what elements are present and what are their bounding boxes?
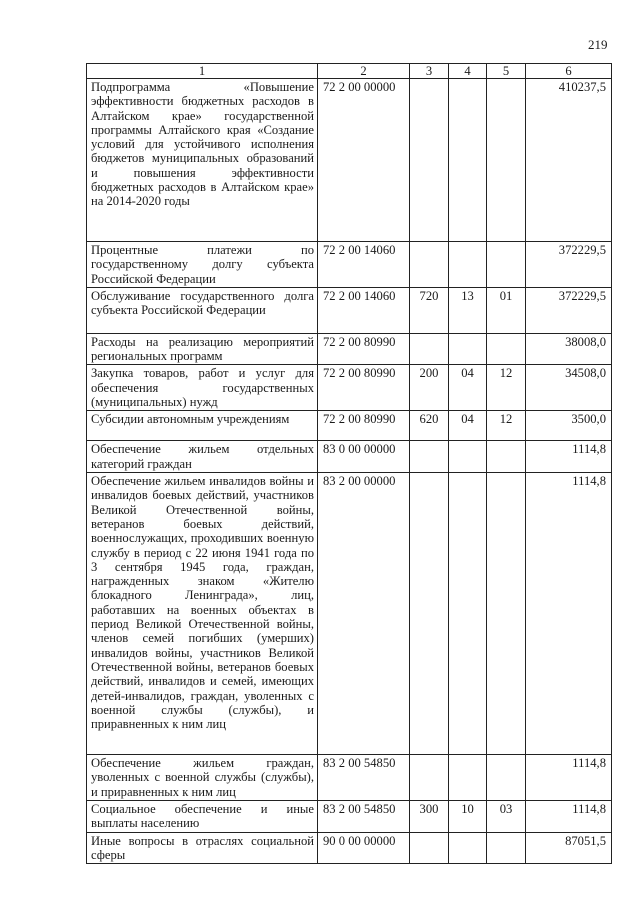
row-col4 [449,755,487,801]
row-code: 72 2 00 80990 [318,365,410,411]
row-code: 90 0 00 00000 [318,832,410,864]
row-amount: 3500,0 [526,411,612,441]
row-col5 [487,441,526,473]
row-col5 [487,242,526,288]
row-col3 [410,755,449,801]
row-code: 72 2 00 14060 [318,242,410,288]
row-name: Социальное обеспечение и иные выплаты населению [87,801,318,833]
row-col4 [449,832,487,864]
column-header: 1 [87,64,318,79]
row-col5 [487,79,526,242]
table-row [87,801,612,833]
row-name: Обеспечение жильем отдельных категорий граждан [87,441,318,473]
row-amount: 87051,5 [526,832,612,864]
row-col4 [449,441,487,473]
row-name: Обслуживание государственного долга субъекта Российской Федерации [87,287,318,333]
table-row [87,441,612,473]
table-row [87,832,612,864]
row-col5 [487,473,526,755]
column-header: 6 [526,64,612,79]
row-col4: 13 [449,287,487,333]
row-amount: 410237,5 [526,79,612,242]
row-amount: 372229,5 [526,242,612,288]
column-header: 5 [487,64,526,79]
table-row [87,333,612,365]
table-header-row [87,64,612,79]
row-col4: 10 [449,801,487,833]
row-name: Иные вопросы в отраслях социальной сферы [87,832,318,864]
row-code: 83 2 00 54850 [318,801,410,833]
row-name: Обеспечение жильем инвалидов войны и инвалидов боевых действий, участников Великой Отечественной войны, ветеранов боевых действий, военнослужащих, проходивших военную службу в период с 22 июня 1941 года по 3 сентября 1945 года, граждан, награжденных знаком «Жителю блокадного Ленинграда», лиц, работавших на военных объектах в период Великой Отечественной войны, членов семей погибших (умерших) инвалидов войны, участников Великой Отечественной войны, ветеранов боевых действий, инвалидов и семей, имеющих детей-инвалидов, граждан, уволенных с военной службы (службы), и приравненных к ним лиц [87,473,318,755]
row-col5: 12 [487,365,526,411]
row-amount: 34508,0 [526,365,612,411]
row-col4 [449,473,487,755]
row-name: Закупка товаров, работ и услуг для обеспечения государственных (муниципальных) нужд [87,365,318,411]
row-amount: 38008,0 [526,333,612,365]
row-amount: 1114,8 [526,755,612,801]
row-col4: 04 [449,411,487,441]
table-row [87,755,612,801]
row-col3 [410,242,449,288]
row-col5: 03 [487,801,526,833]
row-name: Субсидии автономным учреждениям [87,411,318,441]
row-amount: 372229,5 [526,287,612,333]
budget-table [86,63,612,864]
row-col3 [410,79,449,242]
row-code: 72 2 00 80990 [318,333,410,365]
row-code: 72 2 00 00000 [318,79,410,242]
row-col5 [487,755,526,801]
table-row [87,411,612,441]
row-name: Обеспечение жильем граждан, уволенных с военной службы (службы), и приравненных к ним лиц [87,755,318,801]
row-col3: 620 [410,411,449,441]
table-row [87,79,612,242]
row-col5: 01 [487,287,526,333]
table-row [87,365,612,411]
page-number: 219 [588,37,608,52]
row-col4 [449,79,487,242]
row-name: Процентные платежи по государственному долгу субъекта Российской Федерации [87,242,318,288]
row-code: 72 2 00 14060 [318,287,410,333]
row-code: 83 2 00 54850 [318,755,410,801]
row-col3: 300 [410,801,449,833]
row-amount: 1114,8 [526,473,612,755]
row-col5 [487,832,526,864]
row-col4 [449,333,487,365]
row-name: Расходы на реализацию мероприятий региональных программ [87,333,318,365]
row-col5 [487,333,526,365]
row-col4: 04 [449,365,487,411]
table-row [87,287,612,333]
row-col3 [410,832,449,864]
column-header: 3 [410,64,449,79]
table-row [87,242,612,288]
row-amount: 1114,8 [526,441,612,473]
table-row [87,473,612,755]
row-col3 [410,441,449,473]
row-col5: 12 [487,411,526,441]
row-col3: 720 [410,287,449,333]
row-col4 [449,242,487,288]
row-code: 72 2 00 80990 [318,411,410,441]
column-header: 4 [449,64,487,79]
column-header: 2 [318,64,410,79]
row-col3 [410,473,449,755]
row-col3 [410,333,449,365]
row-code: 83 0 00 00000 [318,441,410,473]
row-name: Подпрограмма «Повышение эффективности бюджетных расходов в Алтайском крае» государственной программы Алтайского края «Создание условий для устойчивого исполнения бюджетов муниципальных образований и повышения эффективности бюджетных расходов в Алтайском крае» на 2014-2020 годы [87,79,318,242]
row-code: 83 2 00 00000 [318,473,410,755]
row-col3: 200 [410,365,449,411]
row-amount: 1114,8 [526,801,612,833]
